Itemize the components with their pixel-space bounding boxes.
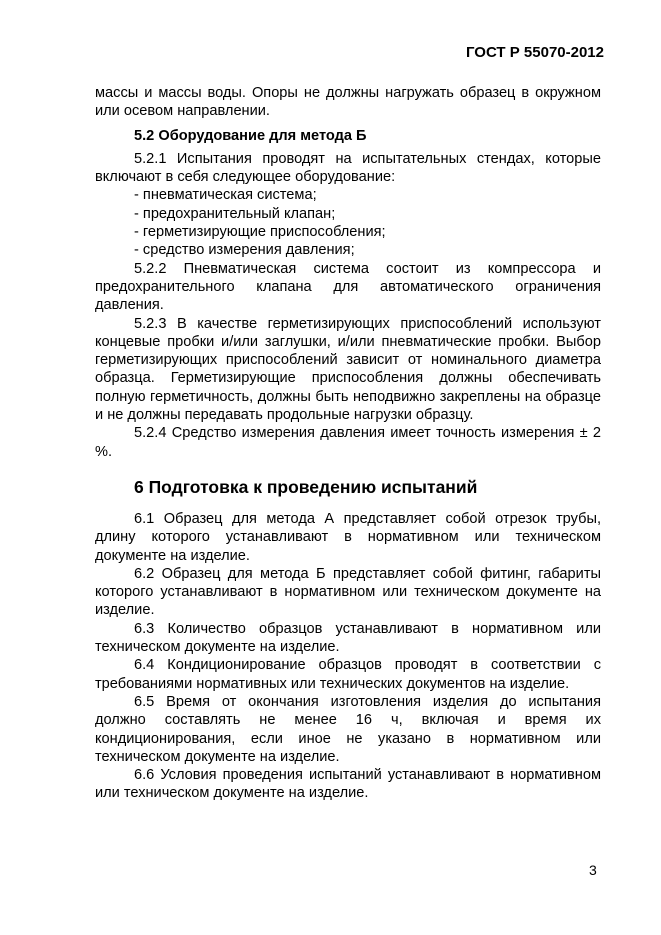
paragraph-5-2-1: 5.2.1 Испытания проводят на испытательных стендах, которые включают в себя следующее оборудование: — [95, 150, 601, 186]
page-number: 3 — [589, 862, 597, 878]
paragraph-5-2-4: 5.2.4 Средство измерения давления имеет точность измерения ± 2 %. — [95, 425, 601, 460]
paragraph-6-6: 6.6 Условия проведения испытаний устанавливают в нормативном или техническом документе на изделие. — [95, 767, 601, 802]
list-item: - пневматическая система; — [134, 187, 317, 204]
paragraph-6-2: 6.2 Образец для метода Б представляет собой фитинг, габариты которого устанавливают в нормативном или техническом документе на изделие. — [95, 565, 601, 619]
paragraph-6-1: 6.1 Образец для метода А представляет собой отрезок трубы, длину которого устанавливают в нормативном или техническом документе на изделие. — [95, 510, 601, 564]
paragraph-5-2-3: 5.2.3 В качестве герметизирующих приспособлений используют концевые пробки и/или заглушки, и/или пневматические пробки. Выбор герметизирующих приспособлений зависит от номинального диаметра образца. Герметизирующие приспособления должны обеспечивать полную герметичность, должны быть неподвижно закреплены на образце и не должны передавать продольные нагрузки образцу. — [95, 315, 601, 424]
document-body — [95, 84, 601, 803]
list-item: - герметизирующие приспособления; — [134, 224, 386, 241]
document-code: ГОСТ Р 55070-2012 — [465, 44, 604, 61]
intro-paragraph: массы и массы воды. Опоры не должны нагружать образец в окружном или осевом направлении. — [95, 85, 601, 120]
paragraph-6-4: 6.4 Кондиционирование образцов проводят в соответствии с требованиями нормативных или технических документов на изделие. — [95, 657, 601, 692]
paragraph-6-3: 6.3 Количество образцов устанавливают в нормативном или техническом документе на изделие. — [95, 620, 601, 656]
paragraph-6-5: 6.5 Время от окончания изготовления изделия до испытания должно составлять не менее 16 ч, включая и время их кондиционирования, если иное не указано в нормативном или техническом документе на изделие. — [95, 693, 601, 765]
list-item: - предохранительный клапан; — [134, 205, 336, 222]
section-6-heading: 6 Подготовка к проведению испытаний — [134, 476, 478, 497]
section-5-2-heading: 5.2 Оборудование для метода Б — [134, 127, 367, 144]
list-item: - средство измерения давления; — [134, 242, 355, 259]
paragraph-5-2-2: 5.2.2 Пневматическая система состоит из компрессора и предохранительного клапана для автоматического ограничения давления. — [95, 260, 601, 314]
